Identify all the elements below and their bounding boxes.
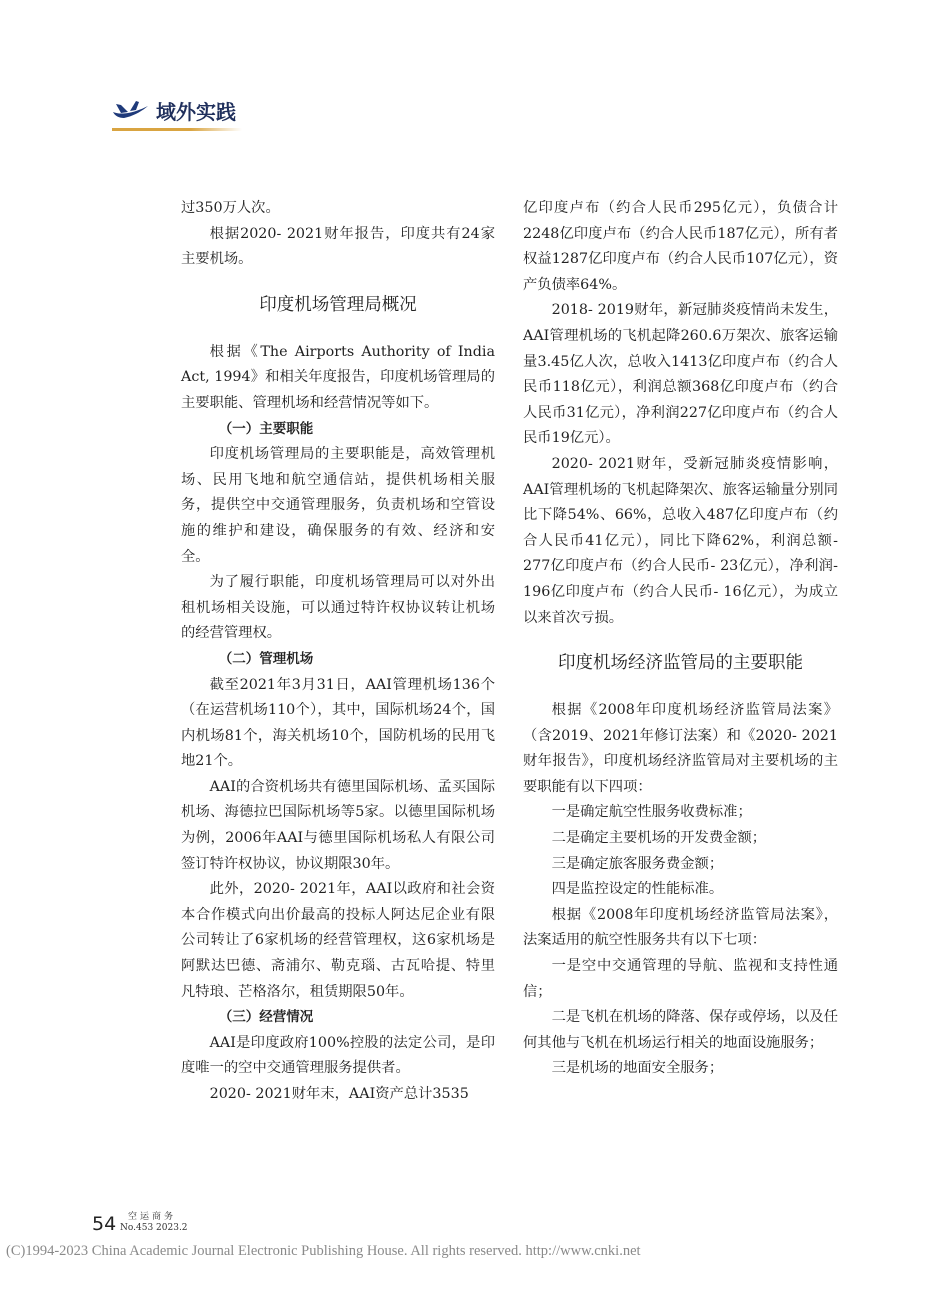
paragraph: 一是确定航空性服务收费标准； [551, 804, 752, 821]
paragraph: 印度机场管理局的主要职能是，高效管理机场、民用飞地和航空通信站，提供机场相关服务，提供空中交通管理服务，负责机场和空管设施的维护和建设，确保服务的有效、经济和安全。 [181, 446, 495, 565]
paragraph: 四是监控设定的性能标准。 [551, 881, 724, 898]
paragraph: 二是确定主要机场的开发费金额； [551, 830, 767, 847]
page-number: 54 [92, 1213, 117, 1235]
header-underline [112, 128, 242, 131]
section-heading: 印度机场经济监管局的主要职能 [558, 653, 803, 674]
paragraph: 根据《The Airports Authority of India Act, 1994》和相关年度报告，印度机场管理局的主要职能、管理机场和经营情况等如下。 [181, 343, 495, 411]
paragraph: AAI是印度政府100%控股的法定公司，是印度唯一的空中交通管理服务提供者。 [181, 1034, 495, 1077]
paragraph: 为了履行职能，印度机场管理局可以对外出租机场相关设施，可以通过特许权协议转让机场的经营管理权。 [181, 574, 495, 642]
paragraph: 三是机场的地面安全服务； [551, 1060, 724, 1077]
paragraph: 根据《2008年印度机场经济监管局法案》，法案适用的航空性服务共有以下七项： [523, 906, 838, 949]
section-heading: 印度机场管理局概况 [259, 294, 417, 315]
paragraph: 2018- 2019财年，新冠肺炎疫情尚未发生，AAI管理机场的飞机起降260.6万架次、旅客运输量3.45亿人次，总收入1413亿印度卢布（约合人民币118亿元），利润总额368亿印度卢布（约合人民币31亿元），净利润227亿印度卢布（约合人民币19亿元）。 [523, 302, 838, 447]
paragraph: 二是飞机在机场的降落、保存或停场，以及任何其他与飞机在机场运行相关的地面设施服务； [523, 1009, 838, 1051]
magazine-name: 空运商务 [128, 1212, 177, 1222]
paragraph: 根据《2008年印度机场经济监管局法案》（含2019、2021年修订法案）和《2020- 2021财年报告》，印度机场经济监管局对主要机场的主要职能有以下四项： [523, 702, 838, 795]
section-title: 域外实践 [156, 100, 236, 124]
paragraph: 亿印度卢布（约合人民币295亿元），负债合计2248亿印度卢布（约合人民币187亿元），所有者权益1287亿印度卢布（约合人民币107亿元），资产负债率64%。 [523, 200, 838, 293]
left-column [181, 196, 495, 1108]
paragraph: 过350万人次。 [181, 200, 280, 216]
paragraph: 一是空中交通管理的导航、监视和支持性通信； [523, 958, 838, 1000]
subsection-heading: （三）经营情况 [218, 1009, 314, 1026]
paragraph: 此外，2020- 2021年，AAI以政府和社会资本合作模式向出价最高的投标人阿达尼企业有限公司转让了6家机场的经营管理权，这6家机场是阿默达巴德、斋浦尔、勒克瑙、古瓦哈提、特里凡特琅、芒格洛尔，租赁期限50年。 [181, 881, 495, 1000]
paragraph: 三是确定旅客服务费金额； [551, 855, 724, 872]
paragraph: 根据2020- 2021财年报告，印度共有24家主要机场。 [181, 225, 495, 268]
subsection-heading: （二）管理机场 [218, 650, 314, 667]
paragraph: 2020- 2021财年末，AAI资产总计3535 [209, 1086, 469, 1102]
right-column [523, 196, 838, 1082]
airplane-logo-icon [112, 98, 150, 120]
magazine-info [120, 1212, 188, 1234]
copyright-notice: (C)1994-2023 China Academic Journal Electronic Publishing House. All rights reserved. http://www.cnki.net [6, 1243, 641, 1259]
subsection-heading: （一）主要职能 [218, 420, 314, 437]
issue-number: No.453 2023.2 [120, 1223, 188, 1233]
paragraph: AAI的合资机场共有德里国际机场、孟买国际机场、海德拉巴国际机场等5家。以德里国际机场为例，2006年AAI与德里国际机场私人有限公司签订特许权协议，协议期限30年。 [181, 778, 495, 872]
paragraph: 2020- 2021财年，受新冠肺炎疫情影响，AAI管理机场的飞机起降架次、旅客运输量分别同比下降54%、66%，总收入487亿印度卢布（约合人民币41亿元），同比下降62%，利润总额- 277亿印度卢布（约合人民币- 23亿元），净利润- 196亿印度卢布（约合人民币- 16亿元），为成立以来首次亏损。 [523, 455, 838, 626]
paragraph: 截至2021年3月31日，AAI管理机场136个（在运营机场110个），其中，国际机场24个，国内机场81个，海关机场10个，国防机场的民用飞地21个。 [181, 676, 495, 770]
